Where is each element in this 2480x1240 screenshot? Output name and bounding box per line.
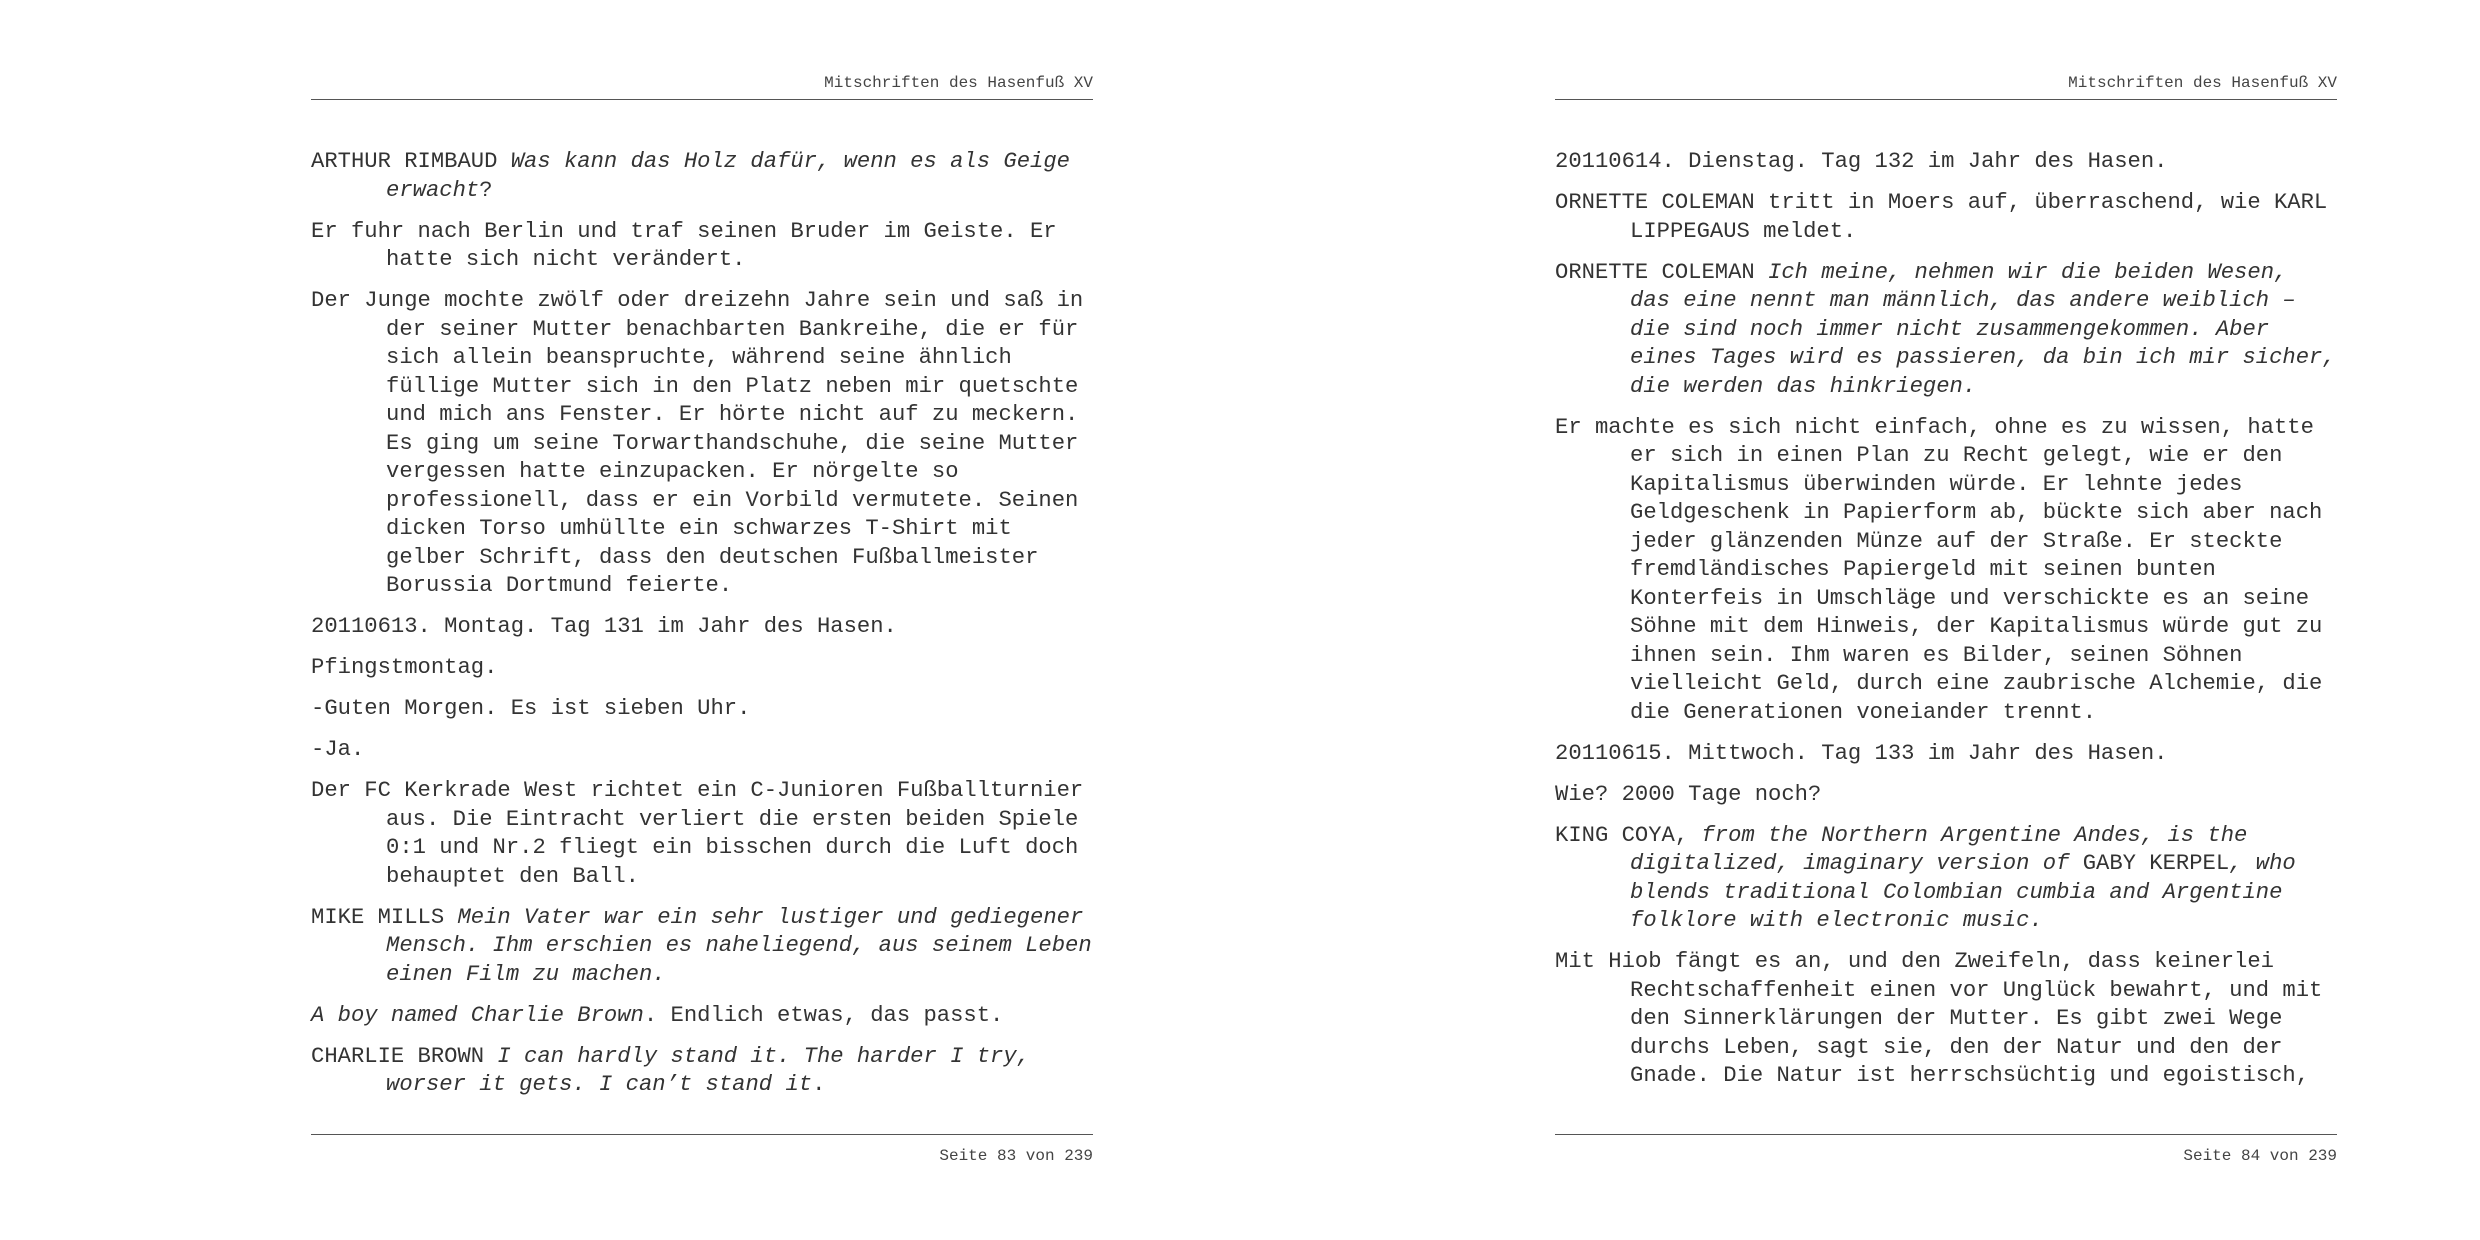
text-run: Der Junge mochte zwölf oder dreizehn Jahre sein und saß in der seiner Mutter benachbarten Bankreihe, die er für sich allein beanspruchte, während seine ähnlich füllige Mutter sich in den Platz neben mir quetschte und mich ans Fenster. Er hörte nicht auf zu meckern. Es ging um seine Torwarthandschuhe, die seine Mutter vergessen hatte einzupacken. Er nörgelte so professionell, dass er ein Vorbild vermutete. Seinen dicken Torso umhüllte ein schwarzes T-Shirt mit gelber Schrift, dass den deutschen Fußballmeister Borussia Dortmund feierte. xyxy=(311,288,1084,598)
italic-text: A boy named Charlie Brown xyxy=(311,1002,644,1028)
text-run: ? xyxy=(479,177,493,203)
text-run: CHARLIE BROWN xyxy=(311,1043,498,1069)
page-number: Seite 83 von 239 xyxy=(939,1147,1093,1165)
text-run: 20110615. Mittwoch. Tag 133 im Jahr des Hasen. xyxy=(1555,740,2168,766)
paragraph xyxy=(311,1043,1093,1100)
paragraph xyxy=(311,695,1093,724)
paragraph xyxy=(311,148,1093,205)
text-run: Wie? 2000 Tage noch? xyxy=(1555,781,1822,807)
paragraph xyxy=(311,218,1093,275)
paragraph xyxy=(311,654,1093,683)
paragraph xyxy=(1555,822,2337,936)
running-header: Mitschriften des Hasenfuß XV xyxy=(1555,73,2337,100)
italic-text: I can hardly stand it. The harder I try, worser it gets. I can’t stand it xyxy=(386,1043,1030,1097)
paragraph xyxy=(1555,740,2337,769)
text-run: Mit Hiob fängt es an, und den Zweifeln, dass keinerlei Rechtschaffenheit einen vor Unglück bewahrt, und mit den Sinnerklärungen der Mutter. Es gibt zwei Wege durchs Leben, sagt sie, den der Natur und den der Gnade. Die Natur ist herrschsüchtig und egoistisch, xyxy=(1555,949,2323,1088)
paragraph xyxy=(311,1002,1093,1031)
italic-text: Ich meine, nehmen wir die beiden Wesen, das eine nennt man männlich, das andere weiblich – die sind noch immer nicht zusammengekommen. Aber eines Tages wird es passieren, da bin ich mir sicher, die werden das hinkriegen. xyxy=(1630,259,2336,399)
paragraph xyxy=(311,613,1093,642)
text-run: KING COYA, xyxy=(1555,822,1702,848)
text-run: . xyxy=(812,1072,826,1097)
text-run: ORNETTE COLEMAN tritt in Moers auf, überraschend, wie KARL LIPPEGAUS meldet. xyxy=(1555,190,2328,244)
text-run: . Endlich etwas, das passt. xyxy=(643,1002,1004,1028)
text-run: GABY KERPEL xyxy=(2082,851,2230,876)
footer-rule xyxy=(311,1134,1093,1135)
text-run: Er fuhr nach Berlin und traf seinen Bruder im Geiste. Er hatte sich nicht verändert. xyxy=(311,218,1057,272)
page-number: Seite 84 von 239 xyxy=(2183,1147,2337,1165)
text-run: -Guten Morgen. Es ist sieben Uhr. xyxy=(311,696,751,721)
running-header: Mitschriften des Hasenfuß XV xyxy=(311,73,1093,100)
paragraph xyxy=(311,287,1093,601)
paragraph xyxy=(1555,414,2337,728)
paragraph xyxy=(1555,259,2337,402)
text-run: 20110614. Dienstag. Tag 132 im Jahr des Hasen. xyxy=(1555,149,2168,174)
text-run: ARTHUR RIMBAUD xyxy=(311,149,511,174)
paragraph xyxy=(311,736,1093,765)
text-run: Er machte es sich nicht einfach, ohne es zu wissen, hatte er sich in einen Plan zu Recht gelegt, wie er den Kapitalismus überwinden würde. Er lehnte jedes Geldgeschenk in Papierform ab, bückte sich aber nach jeder glänzenden Münze auf der Straße. Er steckte fremdländisches Papiergeld mit seinen bunten Konterfeis in Umschläge und verschickte es an seine Söhne mit dem Hinweis, der Kapitalismus würde gut zu ihnen sein. Ihm waren es Bilder, seinen Söhnen vielleicht Geld, durch eine zaubrische Alchemie, die die Generationen voneiander trennt. xyxy=(1555,414,2323,725)
paragraph xyxy=(1555,781,2337,810)
text-run: ORNETTE COLEMAN xyxy=(1555,259,1769,285)
page-body xyxy=(311,148,1093,1112)
text-run: 20110613. Montag. Tag 131 im Jahr des Hasen. xyxy=(311,614,897,639)
italic-text: Was kann das Holz dafür, wenn es als Geige erwacht xyxy=(386,149,1070,203)
italic-text: from the Northern Argentine Andes, is the digitalized, imaginary version of xyxy=(1630,822,2248,876)
text-run: Pfingstmontag. xyxy=(311,655,498,680)
right-page xyxy=(1240,0,2480,1240)
paragraph xyxy=(311,777,1093,891)
text-run: MIKE MILLS xyxy=(311,904,458,930)
paragraph xyxy=(1555,189,2337,246)
paragraph xyxy=(1555,948,2337,1091)
italic-text: Mein Vater war ein sehr lustiger und gediegener Mensch. Ihm erschien es naheliegend, aus seinem Leben einen Film zu machen. xyxy=(386,904,1092,987)
text-run: Der FC Kerkrade West richtet ein C-Junioren Fußballturnier aus. Die Eintracht verliert die ersten beiden Spiele 0:1 und Nr.2 fliegt ein bisschen durch die Luft doch behauptet den Ball. xyxy=(311,778,1084,889)
text-run: -Ja. xyxy=(311,737,365,762)
footer-rule xyxy=(1555,1134,2337,1135)
paragraph xyxy=(311,904,1093,990)
page-body xyxy=(1555,148,2337,1103)
italic-text: , who blends traditional Colombian cumbia and Argentine folklore with electronic music. xyxy=(1630,851,2296,933)
paragraph xyxy=(1555,148,2337,177)
